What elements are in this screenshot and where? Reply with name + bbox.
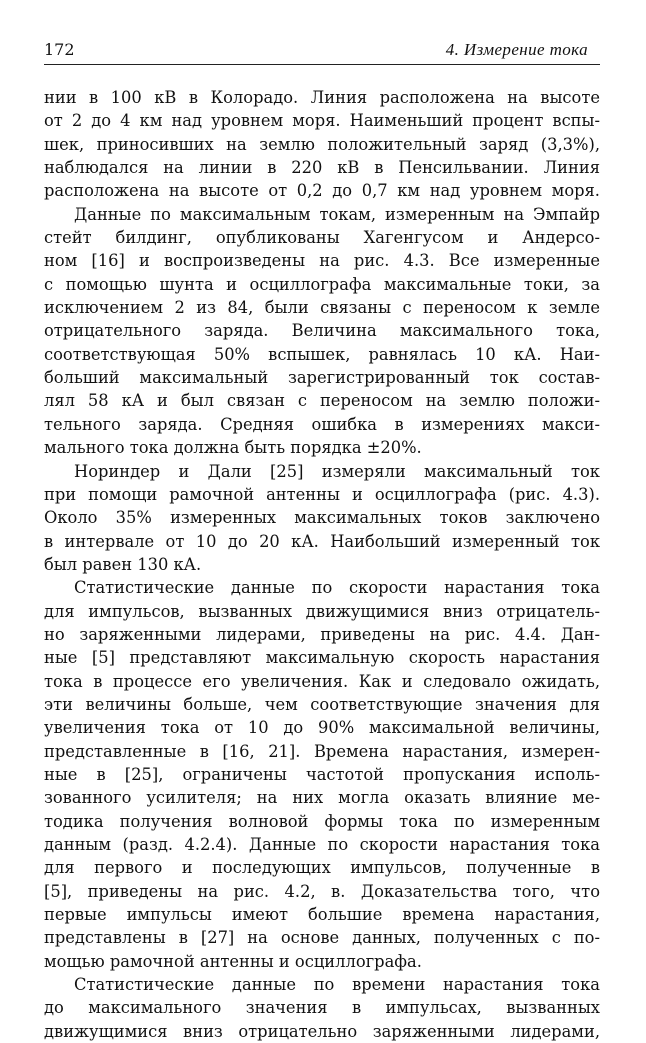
text-line: представленные в [16, 21]. Времена нарастания, измерен-: [44, 741, 600, 761]
text-line: отрицательного заряда. Величина максимального тока,: [44, 321, 600, 341]
text-line: в интервале от 10 до 20 кА. Наибольший измеренный ток: [44, 531, 600, 551]
text-line: наблюдался на линии в 220 кВ в Пенсильвании. Линия: [44, 158, 600, 178]
text-line: первые импульсы имеют большие времена нарастания,: [44, 905, 600, 925]
text-line: больший максимальный зарегистрированный ток состав-: [44, 368, 600, 388]
text-line: лял 58 кА и был связан с переносом на землю положи-: [44, 391, 600, 411]
text-line: был равен 130 кА.: [44, 554, 202, 574]
text-line: представлены в [27] на основе данных, полученных с по-: [44, 928, 600, 948]
text-line: до максимального значения в импульсах, вызванных: [44, 998, 600, 1018]
text-line: мального тока должна быть порядка ±20%.: [44, 438, 422, 458]
text-line: эти величины больше, чем соответствующие значения для: [44, 694, 600, 714]
text-line: при помощи рамочной антенны и осциллографа (рис. 4.3).: [44, 484, 600, 504]
running-title: 4. Измерение тока: [445, 40, 588, 59]
text-line: зованного усилителя; на них могла оказать влияние ме-: [44, 788, 600, 808]
text-line: стейт билдинг, опубликованы Хагенгусом и Андерсо-: [44, 228, 600, 248]
text-line: движущимися вниз отрицательно заряженными лидерами,: [44, 1021, 600, 1041]
text-line: ные [5] представляют максимальную скорость нарастания: [44, 648, 600, 668]
text-line: для импульсов, вызванных движущимися вниз отрицатель-: [44, 601, 600, 621]
page-number: 172: [44, 40, 75, 59]
text-line: но заряженными лидерами, приведены на рис. 4.4. Дан-: [44, 624, 600, 644]
text-line: ном [16] и воспроизведены на рис. 4.3. Все измеренные: [44, 251, 600, 271]
text-line: Около 35% измеренных максимальных токов заключено: [44, 508, 600, 528]
text-line: тодика получения волновой формы тока по измеренным: [44, 811, 600, 831]
text-line: Нориндер и Дали [25] измеряли максимальный ток: [74, 461, 600, 481]
text-line: Данные по максимальным токам, измеренным на Эмпайр: [74, 204, 600, 224]
text-line: исключением 2 из 84, были связаны с переносом к земле: [44, 298, 600, 318]
text-line: тельного заряда. Средняя ошибка в измерениях макси-: [44, 414, 600, 434]
text-line: Статистические данные по скорости нарастания тока: [74, 578, 600, 598]
text-line: шек, приносивших на землю положительный заряд (3,3%),: [44, 134, 600, 154]
text-line: Статистические данные по времени нарастания тока: [74, 975, 600, 995]
page-header: [44, 38, 600, 65]
text-line: мощью рамочной антенны и осциллографа.: [44, 951, 422, 971]
text-line: данным (разд. 4.2.4). Данные по скорости нарастания тока: [44, 835, 600, 854]
text-line: тока в процессе его увеличения. Как и следовало ожидать,: [44, 671, 600, 691]
text-line: ные в [25], ограничены частотой пропускания исполь-: [44, 764, 600, 784]
text-line: увеличения тока от 10 до 90% максимальной величины,: [44, 718, 600, 738]
text-line: от 2 до 4 км над уровнем моря. Наименьший процент вспы-: [44, 111, 600, 131]
text-line: [5], приведены на рис. 4.2, в. Доказательства того, что: [44, 881, 600, 901]
text-line: расположена на высоте от 0,2 до 0,7 км над уровнем моря.: [44, 181, 600, 201]
body-text: [44, 86, 600, 1043]
text-line: с помощью шунта и осциллографа максимальные токи, за: [44, 274, 600, 294]
text-line: соответствующая 50% вспышек, равнялась 10 кА. Наи-: [44, 344, 600, 364]
text-line: нии в 100 кВ в Колорадо. Линия расположена на высоте: [44, 88, 600, 107]
text-line: для первого и последующих импульсов, полученные в: [44, 858, 600, 878]
